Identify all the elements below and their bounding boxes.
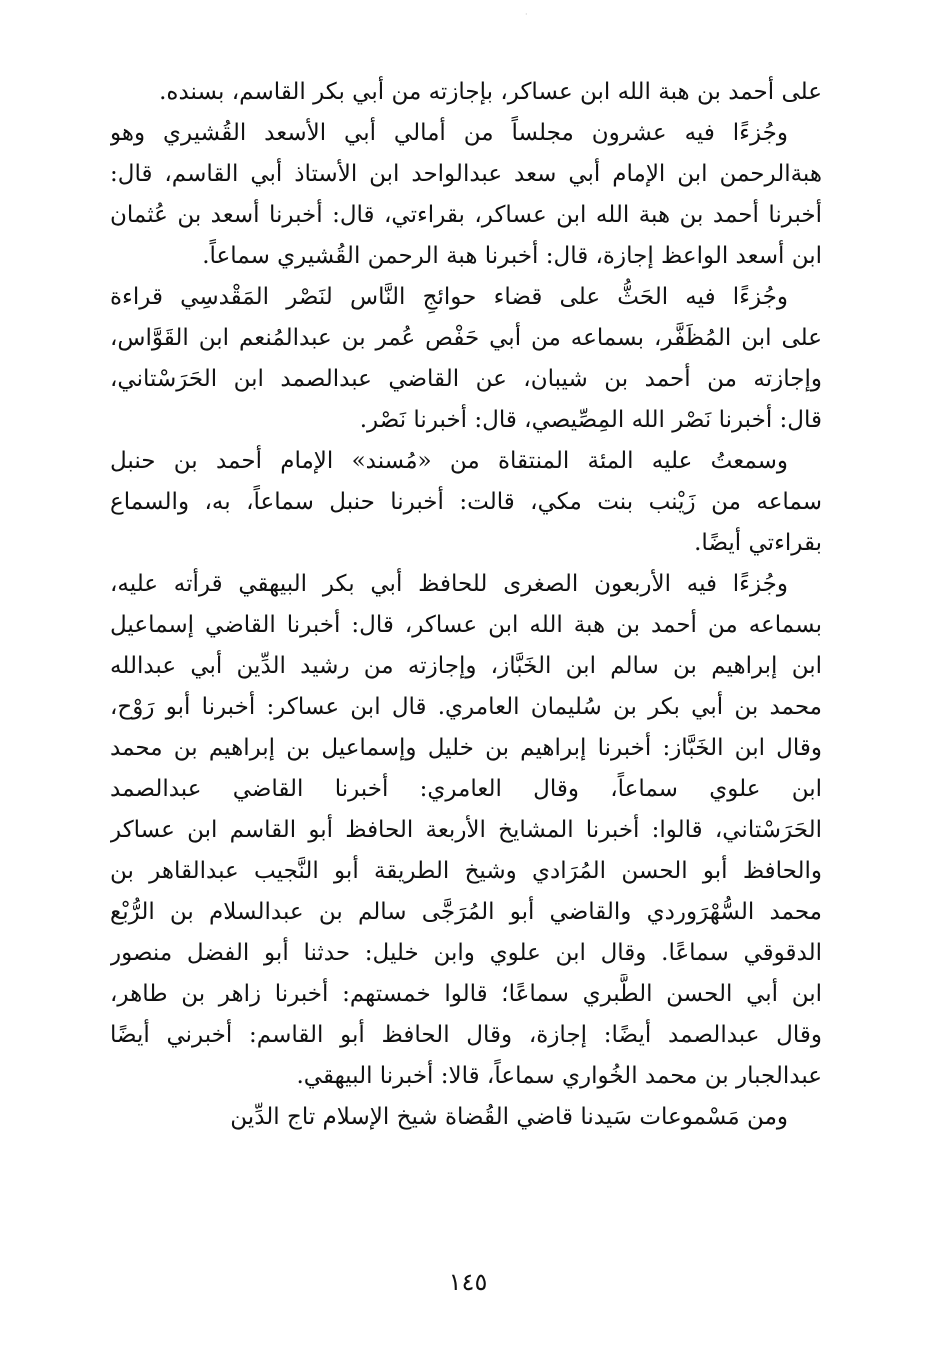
text-line: سماعه من زَيْنب بنت مكي، قالت: أخبرنا حنبل سماعاً، به، والسماع: [110, 489, 822, 515]
text-line: وجُزءًا فيه الأربعون الصغرى للحافظ أبي بكر البيهقي قرأته عليه،: [110, 571, 788, 597]
text-line: محمد السُّهْرَوردي والقاضي أبو المُرَجَّى سالم بن عبدالسلام بن الرُّبْع: [110, 899, 822, 925]
text-line: على أحمد بن هبة الله ابن عساكر، بإجازته من أبي بكر القاسم، بسنده.: [159, 79, 822, 105]
text-line: هبةالرحمن ابن الإمام أبي سعد عبدالواحد ابن الأستاذ أبي القاسم، قال:: [110, 161, 822, 187]
text-line: أخبرنا أحمد بن هبة الله ابن عساكر، بقراءتي، قال: أخبرنا أسعد بن عُثمان: [110, 202, 822, 228]
text-line: وقال عبدالصمد أيضًا: إجازة، وقال الحافظ أبو القاسم: أخبرني أيضًا: [110, 1022, 822, 1048]
text-line: ومن مَسْموعات سَيدنا قاضي القُضاة شيخ الإسلام تاج الدِّين: [230, 1104, 788, 1130]
text-line: ابن أبي الحسن الطَّبري سماعًا؛ قالوا خمستهم: أخبرنا زاهر بن طاهر،: [110, 981, 822, 1007]
page-number: ١٤٥: [448, 1268, 488, 1296]
text-line: وجُزءًا فيه الحَثُّ على قضاء حوائجِ النَّاس لنَصْر المَقْدسِي قراءة: [110, 284, 788, 310]
text-line: الدقوقي سماعًا. وقال ابن علوي وابن خليل: حدثنا أبو الفضل منصور: [110, 940, 822, 966]
text-line: وإجازته من أحمد بن شيبان، عن القاضي عبدالصمد ابن الحَرَسْتاني،: [110, 366, 822, 392]
text-line: وجُزءًا فيه عشرون مجلساً من أمالي أبي الأسعد القُشيري وهو: [110, 120, 788, 146]
text-line: ابن إبراهيم بن سالم ابن الخَبَّاز، وإجازته من رشيد الدِّين أبي عبدالله: [110, 653, 822, 679]
text-line: قال: أخبرنا نَصْر الله المِصِّيصي، قال: أخبرنا نَصْر.: [359, 407, 822, 433]
text-line: والحافظ أبو الحسن المُرَادي وشيخ الطريقة أبو النَّجيب عبدالقاهر بن: [110, 858, 822, 884]
text-line: الحَرَسْتاني، قالوا: أخبرنا المشايخ الأربعة الحافظ أبو القاسم ابن عساكر: [110, 817, 822, 843]
text-line: ابن علوي سماعاً، وقال العامري: أخبرنا القاضي عبدالصمد: [110, 776, 822, 802]
text-line: محمد بن أبي بكر بن سُليمان العامري. قال ابن عساكر: أخبرنا أبو رَوْح،: [110, 694, 822, 720]
text-line: بقراءتي أيضًا.: [694, 530, 822, 556]
text-line: على ابن المُظَفَّر، بسماعه من أبي حَفْص عُمر بن عبدالمُنعم ابن القَوَّاس،: [110, 325, 822, 351]
text-line: وقال ابن الخَبَّاز: أخبرنا إبراهيم بن خليل وإسماعيل بن إبراهيم بن محمد: [110, 735, 822, 761]
text-line: وسمعتُ عليه المئة المنتقاة من «مُسند» الإمام أحمد بن حنبل: [110, 448, 788, 474]
scan-mark: ·: [525, 10, 528, 19]
body-text: [110, 72, 822, 1138]
text-line: ابن أسعد الواعظ إجازة، قال: أخبرنا هبة الرحمن القُشيري سماعاً.: [202, 243, 822, 269]
text-line: عبدالجبار بن محمد الخُواري سماعاً، قالا: أخبرنا البيهقي.: [296, 1063, 822, 1089]
text-line: بسماعه من أحمد بن هبة الله ابن عساكر، قال: أخبرنا القاضي إسماعيل: [110, 612, 822, 638]
